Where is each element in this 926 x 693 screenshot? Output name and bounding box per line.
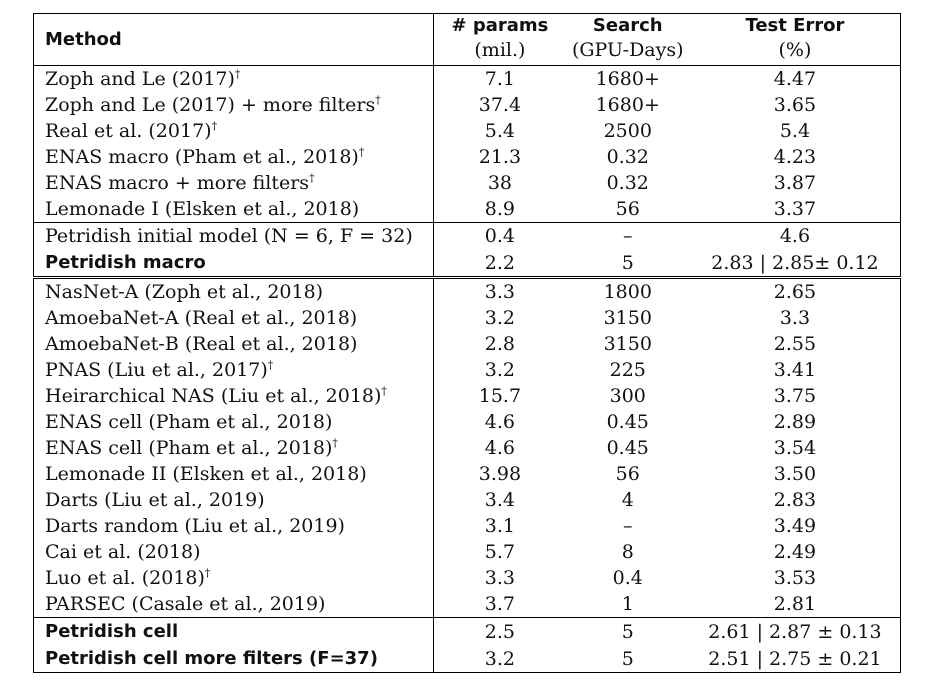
table-row: Real et al. (2017)† 5.4 2500 5.4	[34, 118, 901, 144]
table-row: Zoph and Le (2017)† 7.1 1680+ 4.47	[34, 66, 901, 93]
table-row: Luo et al. (2018)† 3.3 0.4 3.53	[34, 565, 901, 591]
table-row: Darts random (Liu et al., 2019) 3.1 – 3.49	[34, 513, 901, 539]
results-table	[33, 13, 901, 673]
table-row-highlight: Petridish macro 2.2 5 2.83 | 2.85± 0.12	[34, 249, 901, 278]
table-row: AmoebaNet-A (Real et al., 2018) 3.2 3150 3.3	[34, 305, 901, 331]
header-method: Method	[34, 14, 434, 66]
table-row: PNAS (Liu et al., 2017)† 3.2 225 3.41	[34, 357, 901, 383]
header-params: # params (mil.)	[434, 14, 566, 66]
table-row: Heirarchical NAS (Liu et al., 2018)† 15.7 300 3.75	[34, 383, 901, 409]
header-search: Search (GPU-Days)	[566, 14, 690, 66]
table-row: NasNet-A (Zoph et al., 2018) 3.3 1800 2.65	[34, 278, 901, 306]
table-row: Petridish initial model (N = 6, F = 32) 0.4 – 4.6	[34, 223, 901, 250]
table-row-highlight: Petridish cell 2.5 5 2.61 | 2.87 ± 0.13	[34, 618, 901, 646]
table-row: Lemonade II (Elsken et al., 2018) 3.98 56 3.50	[34, 461, 901, 487]
table-row: ENAS macro + more filters† 38 0.32 3.87	[34, 170, 901, 196]
header-test-error: Test Error (%)	[690, 14, 901, 66]
header-row	[34, 14, 901, 66]
table-row: ENAS cell (Pham et al., 2018) 4.6 0.45 2.89	[34, 409, 901, 435]
table-row: AmoebaNet-B (Real et al., 2018) 2.8 3150 2.55	[34, 331, 901, 357]
table-row: Lemonade I (Elsken et al., 2018) 8.9 56 3.37	[34, 196, 901, 223]
table-row: PARSEC (Casale et al., 2019) 3.7 1 2.81	[34, 591, 901, 618]
table-row-highlight: Petridish cell more filters (F=37) 3.2 5 2.51 | 2.75 ± 0.21	[34, 645, 901, 673]
table-row: Zoph and Le (2017) + more filters† 37.4 1680+ 3.65	[34, 92, 901, 118]
table-row: Cai et al. (2018) 5.7 8 2.49	[34, 539, 901, 565]
table-row: Darts (Liu et al., 2019) 3.4 4 2.83	[34, 487, 901, 513]
table-row: ENAS macro (Pham et al., 2018)† 21.3 0.32 4.23	[34, 144, 901, 170]
table-row: ENAS cell (Pham et al., 2018)† 4.6 0.45 3.54	[34, 435, 901, 461]
